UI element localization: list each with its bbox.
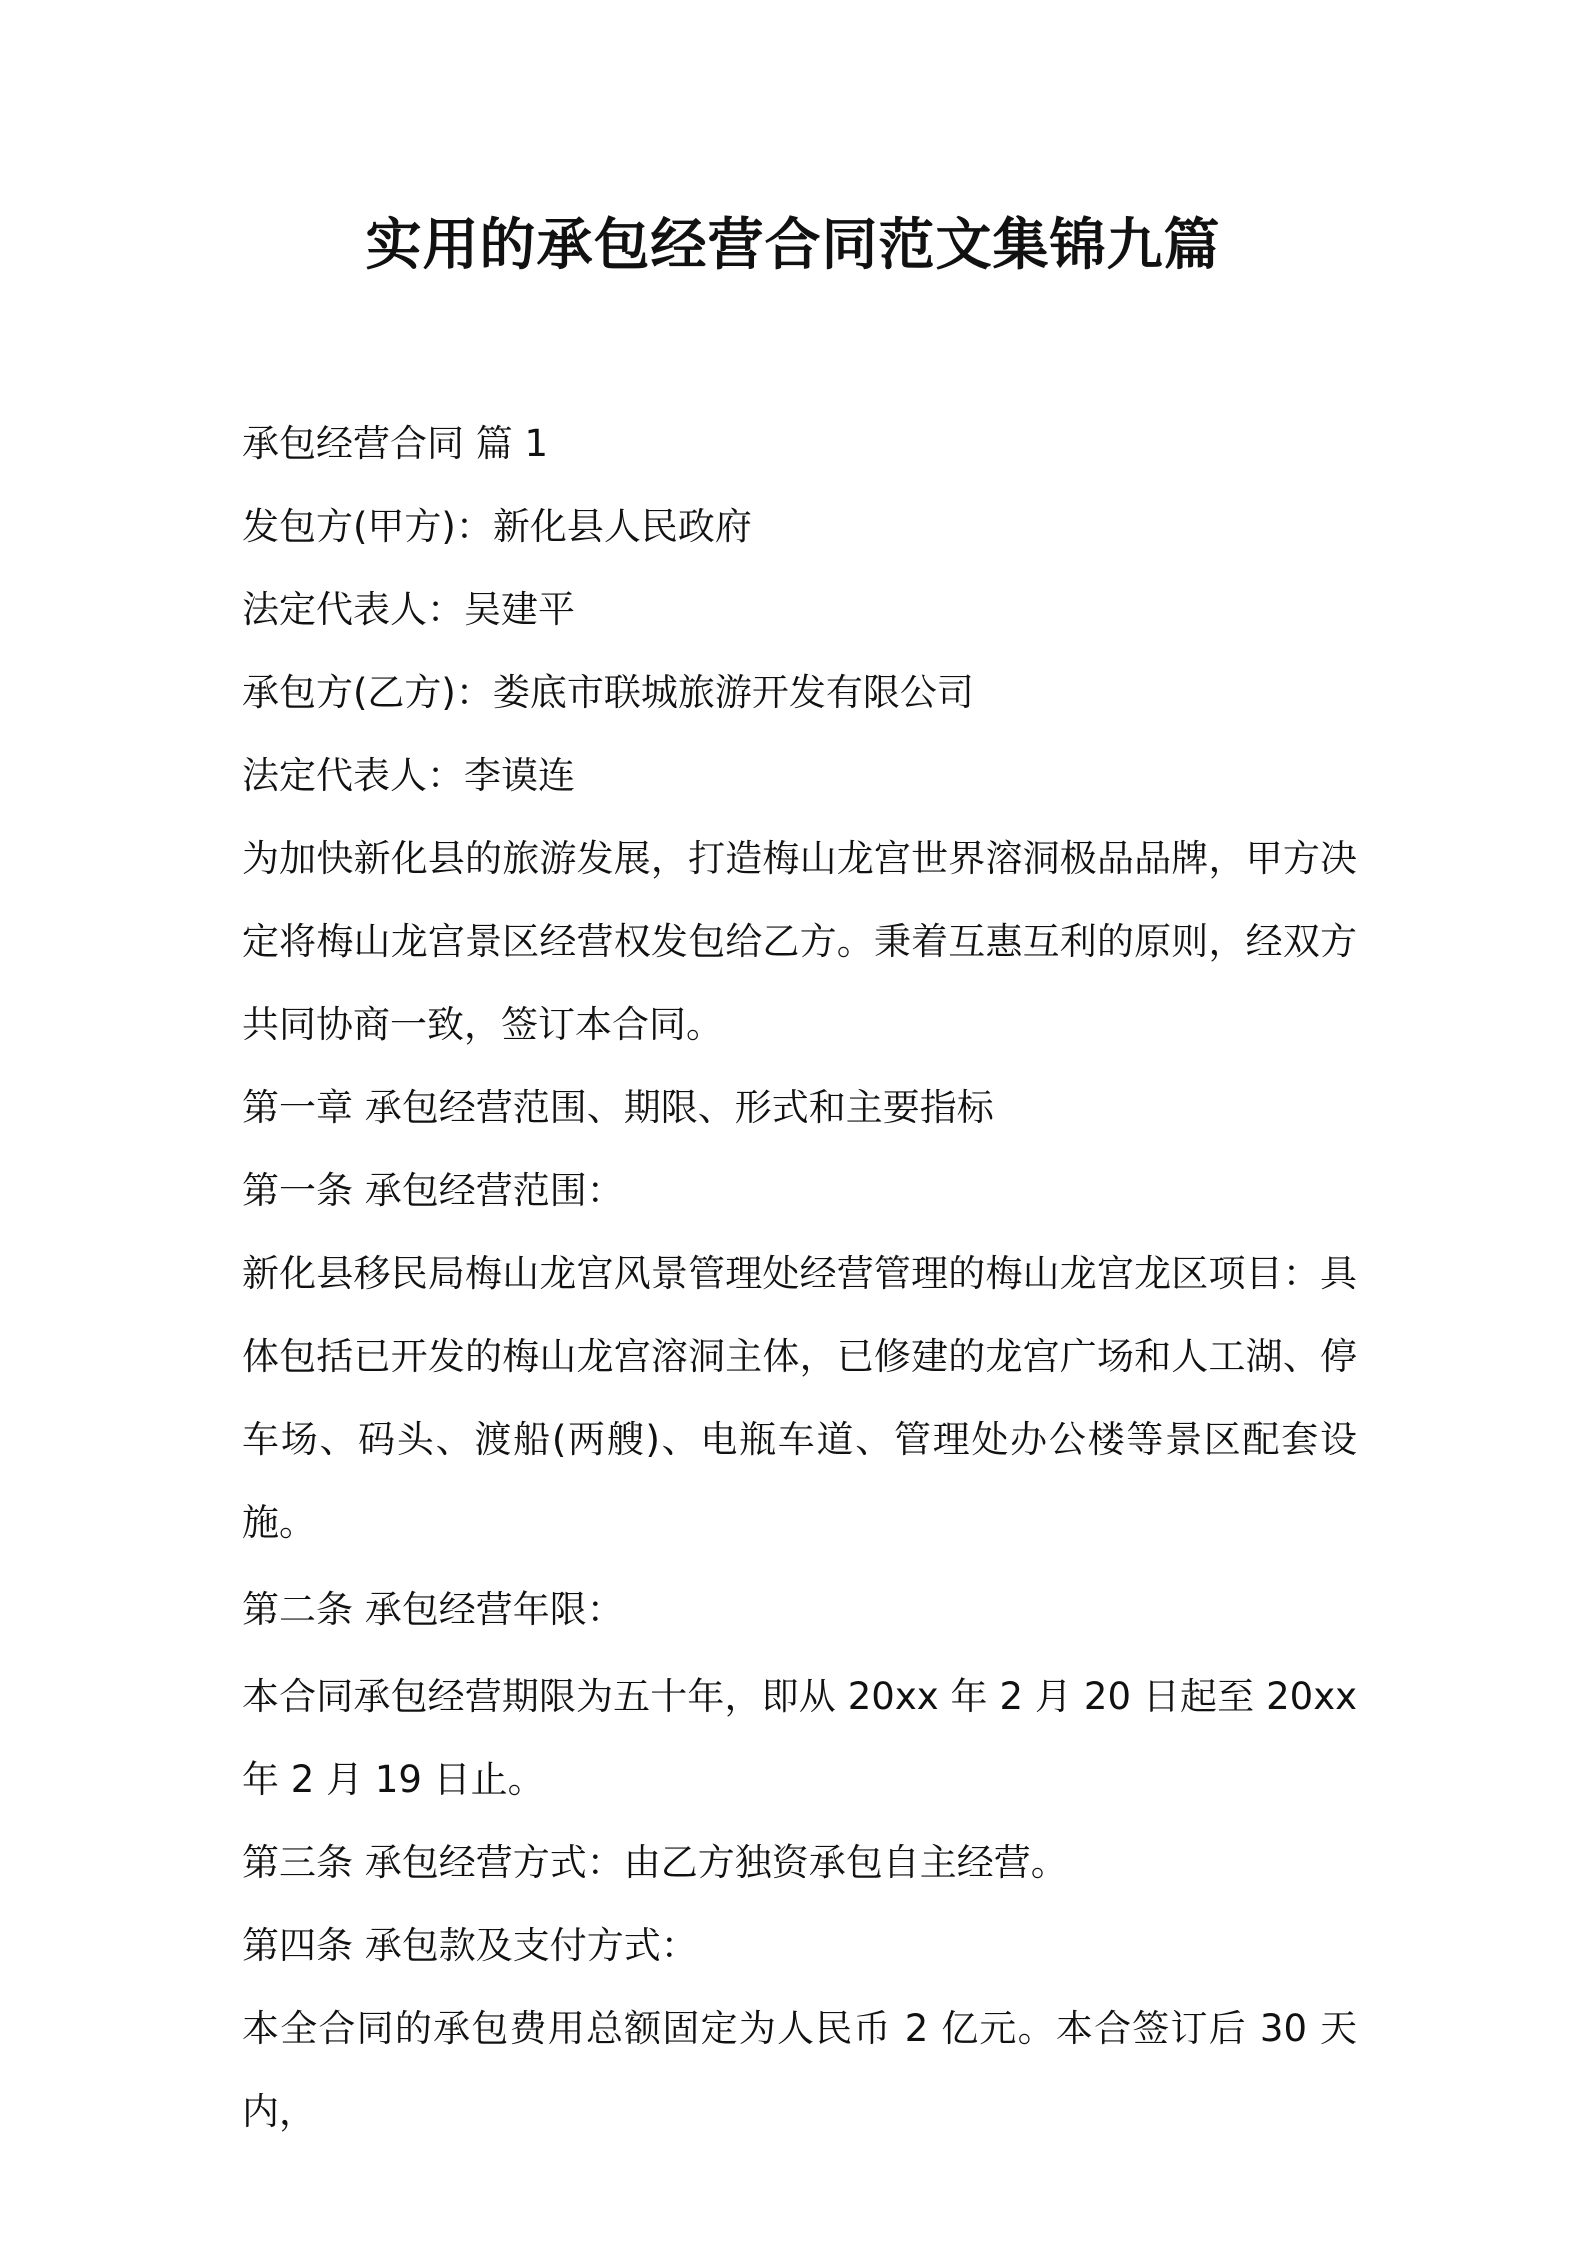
party-a-line: 发包方(甲方)：新化县人民政府: [242, 505, 752, 548]
party-b-line: 承包方(乙方)：娄底市联城旅游开发有限公司: [242, 671, 974, 714]
article-2-body: 本合同承包经营期限为五十年，即从 20xx 年 2 月 20 日起至 20xx 年 2 月 19 日止。: [242, 1675, 1357, 1801]
article-4-body: 本全合同的承包费用总额固定为人民币 2 亿元。本合签订后 30 天内，: [242, 2007, 1357, 2133]
document-body: [242, 402, 1357, 2153]
party-a-representative: 法定代表人：吴建平: [242, 588, 575, 631]
article-3-line: 第三条 承包经营方式：由乙方独资承包自主经营。: [242, 1841, 1068, 1884]
document-title: 实用的承包经营合同范文集锦九篇: [365, 213, 1221, 278]
article-4-title: 第四条 承包款及支付方式：: [242, 1924, 698, 1967]
section-heading: 承包经营合同 篇 1: [242, 422, 549, 465]
article-2-title: 第二条 承包经营年限：: [242, 1588, 624, 1631]
article-1-body: 新化县移民局梅山龙宫风景管理处经营管理的梅山龙宫龙区项目：具体包括已开发的梅山龙宫溶洞主体，已修建的龙宫广场和人工湖、停车场、码头、渡船(两艘)、电瓶车道、管理处办公楼等景区配套设施。: [242, 1252, 1357, 1544]
article-1-title: 第一条 承包经营范围：: [242, 1169, 624, 1212]
chapter-heading: 第一章 承包经营范围、期限、形式和主要指标: [242, 1086, 994, 1129]
party-b-representative: 法定代表人：李谟连: [242, 754, 575, 797]
intro-paragraph: 为加快新化县的旅游发展，打造梅山龙宫世界溶洞极品品牌，甲方决定将梅山龙宫景区经营权发包给乙方。秉着互惠互利的原则，经双方共同协商一致，签订本合同。: [242, 837, 1357, 1046]
